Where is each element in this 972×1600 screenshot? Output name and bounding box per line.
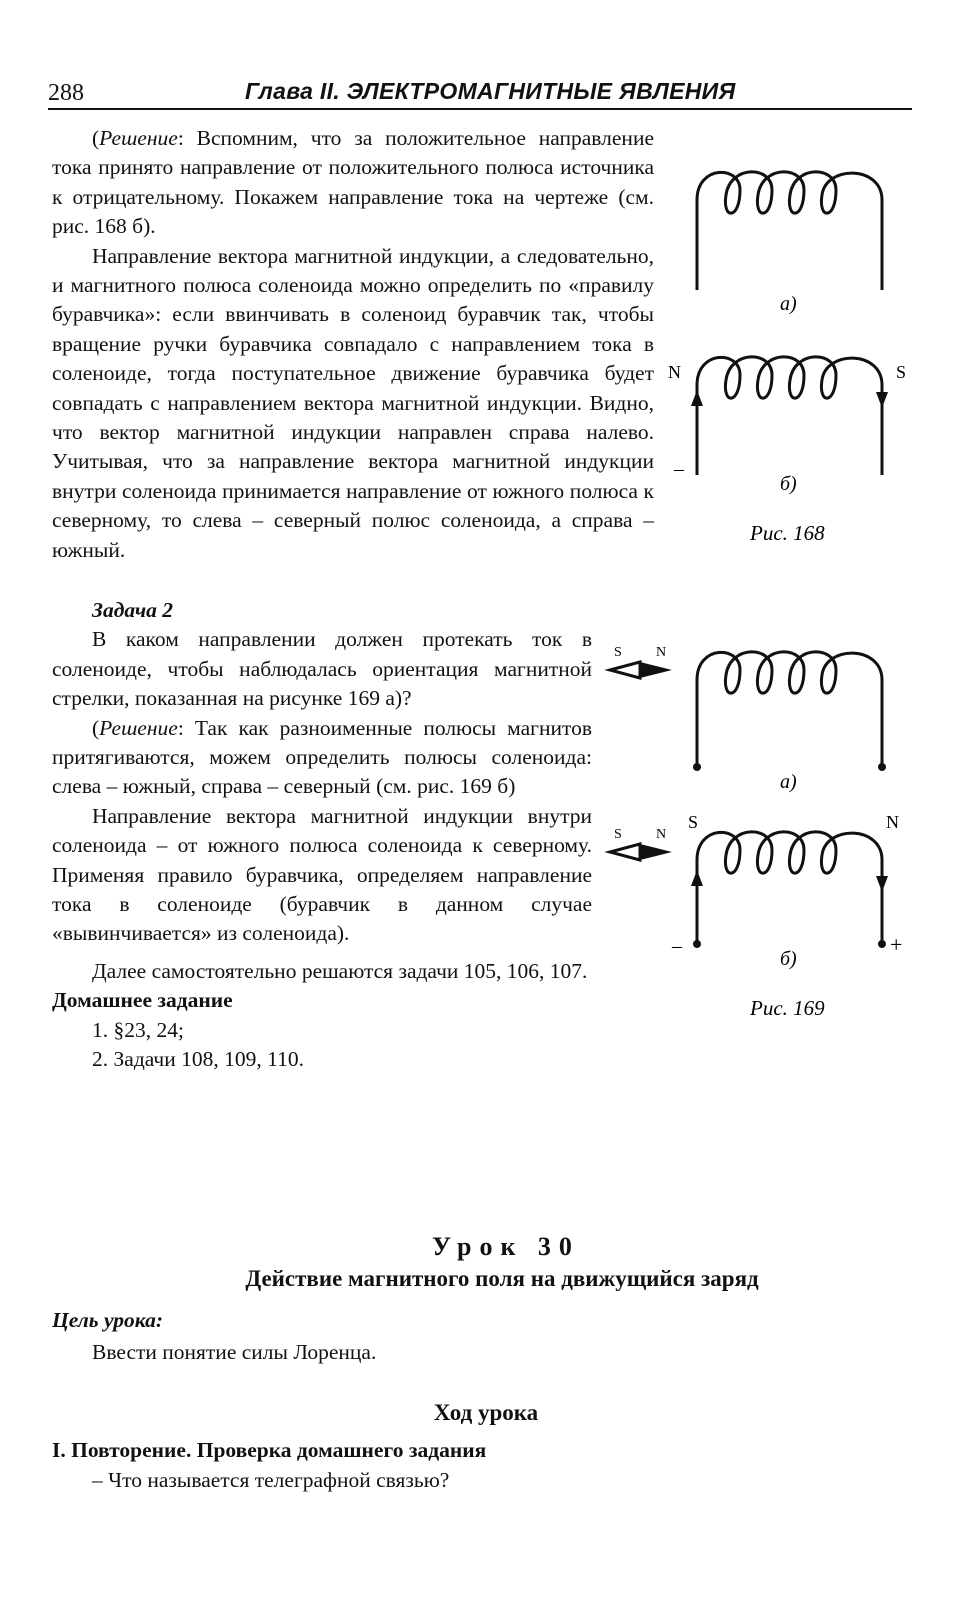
fig168-label-a: а) — [780, 293, 797, 315]
fig169-needle-s-b: S — [614, 827, 622, 842]
fig169-plus: + — [890, 932, 903, 957]
progress-title: Ход урока — [433, 1400, 539, 1425]
task-2-paragraph: Направление вектора магнитной индукции внутри соленоида – от южного полюса соленоида к северному. Применяя правило буравчика, определяем направление тока в соленоиде (буравчик в данном случае «вывинчивается» из соленоида). — [52, 803, 592, 946]
fig168-caption: Рис. 168 — [750, 521, 825, 545]
fig168-label-b: б) — [780, 473, 797, 495]
homework-item-2: 2. Задачи 108, 109, 110. — [92, 1047, 304, 1072]
solution-paragraph-1: (Решение: Вспомним, что за положительное направление тока принято направление от положительного полюса источника к отрицательному. Покажем направление тока на чертеже (см. рис. 168 б). — [52, 126, 654, 239]
solution-text: : Вспомним, что за положительное направление тока принято направление от положительного полюса источника к отрицательному. Покажем направление тока на чертеже (см. рис. 168 б). — [52, 126, 654, 239]
task-2-solution-text: : Так как разноименные полюсы магнитов притягиваются, можем определить полюсы соленоида: слева – южный, справа – северный (см. рис. 169 б) — [52, 715, 592, 799]
chapter-title: Глава II. ЭЛЕКТРОМАГНИТНЫЕ ЯВЛЕНИЯ — [245, 78, 736, 104]
fig168-minus: – — [674, 458, 684, 480]
arrow-up-right-icon — [876, 392, 888, 408]
fig169-caption: Рис. 169 — [750, 996, 825, 1020]
task-2-block — [52, 596, 592, 1075]
figure-168 — [660, 150, 920, 550]
arrow-down-right-icon — [876, 876, 888, 892]
task-2-title: Задача 2 — [92, 598, 173, 622]
homework-item-1: 1. §23, 24; — [92, 1017, 184, 1042]
task-2-further: Далее самостоятельно решаются задачи 105, 106, 107. — [92, 958, 588, 983]
fig169-minus: – — [672, 935, 682, 957]
solenoid-168a — [697, 172, 882, 290]
solution-label: Решение — [99, 126, 178, 150]
figure-169 — [600, 630, 920, 1030]
lesson-title: Действие магнитного поля на движущийся заряд — [245, 1266, 759, 1291]
fig169-label-a: а) — [780, 771, 797, 793]
text-block-1 — [52, 124, 654, 565]
page-number: 288 — [48, 80, 84, 106]
task-2-solution: (Решение: Так как разноименные полюсы магнитов притягиваются, можем определить полюсы соленоида: слева – южный, справа – северный (см. рис. 169 б) — [52, 715, 592, 799]
arrow-up-left-icon — [691, 870, 703, 886]
goal-label: Цель урока: — [52, 1308, 163, 1332]
needle-169b-n-half — [640, 844, 672, 860]
arrow-up-left-icon — [691, 390, 703, 406]
fig169-pole-s: S — [688, 812, 699, 832]
fig169-needle-s-a: S — [614, 645, 622, 660]
needle-169a-n-half — [640, 662, 672, 678]
solenoid-168b — [697, 357, 882, 475]
fig169-needle-n-a: N — [656, 645, 667, 660]
fig169-needle-n-b: N — [656, 827, 667, 842]
gimlet-paragraph: Направление вектора магнитной индукции, а следовательно, и магнитного полюса соленоида можно определить по «правилу буравчика»: если ввинчивать в соленоид буравчик так, чтобы вращение ручки буравчика совпадало с направлением тока в соленоиде, тогда поступательное движение буравчика будет совпадать с направлением вектора магнитной индукции. Видно, что вектор магнитной индукции направлен справа налево. Учитывая, что за направление вектора магнитной индукции внутри соленоида принимается направление от южного полюса к северному, то слева – северный полюс соленоида, а справа – южный. — [52, 243, 654, 562]
fig168-pole-s: S — [896, 362, 907, 382]
section-1-title: I. Повторение. Проверка домашнего задания — [52, 1438, 487, 1462]
fig169-label-b: б) — [780, 948, 797, 970]
fig168-pole-n: N — [668, 362, 681, 382]
fig169-pole-n: N — [886, 812, 899, 832]
homework-title: Домашнее задание — [52, 988, 233, 1013]
solenoid-169b — [697, 832, 882, 942]
task-2-solution-label: Решение — [99, 715, 178, 740]
question-1: – Что называется телеграфной связью? — [92, 1468, 450, 1492]
goal-text: Ввести понятие силы Лоренца. — [92, 1340, 377, 1364]
lesson-number: Урок 30 — [432, 1232, 580, 1261]
task-2-question: В каком направлении должен протекать ток в соленоиде, чтобы наблюдалась ориентация магнитной стрелки, показанная на рисунке 169 а)? — [52, 627, 592, 711]
solenoid-169a — [697, 652, 882, 765]
header-divider — [48, 108, 912, 110]
